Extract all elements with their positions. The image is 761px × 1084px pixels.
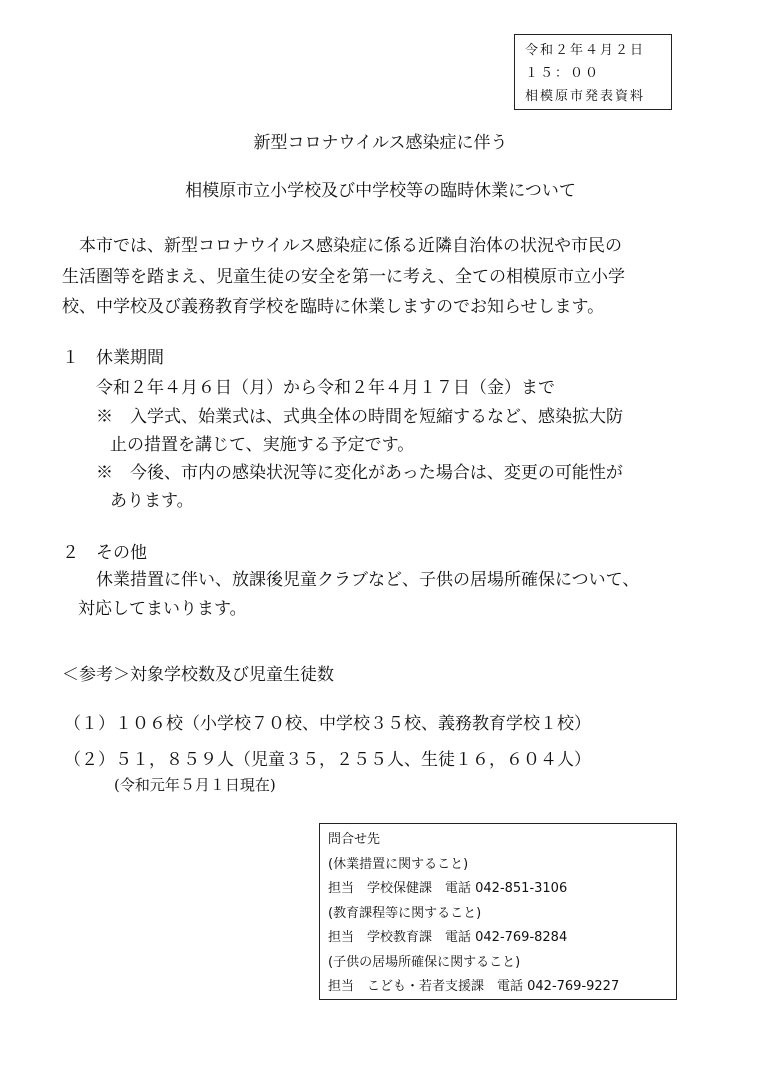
- contact-heading: 問合せ先: [328, 832, 381, 847]
- contact-person: 担当 学校教育課 電話 042-769-8284: [328, 930, 568, 945]
- reference-heading: ＜参考＞対象学校数及び児童生徒数: [62, 665, 334, 685]
- intro-line: 本市では、新型コロナウイルス感染症に係る近隣自治体の状況や市民の: [62, 236, 622, 256]
- section1-heading: １ 休業期間: [62, 348, 164, 368]
- contact-person: 担当 学校保健課 電話 042-851-3106: [328, 881, 568, 896]
- release-source: 相模原市発表資料: [525, 89, 646, 104]
- closure-period: 令和２年４月６日（月）から令和２年４月１７日（金）まで: [96, 378, 555, 398]
- contact-topic: (休業措置に関すること): [328, 856, 469, 872]
- release-date-box: [514, 34, 672, 110]
- contact-person: 担当 こども・若者支援課 電話 042-769-9227: [328, 979, 620, 994]
- section2-heading: ２ その他: [62, 543, 147, 563]
- note2-line1: ※ 今後、市内の感染状況等に変化があった場合は、変更の可能性が: [96, 463, 623, 483]
- contact-topic: (教育課程等に関すること): [328, 905, 482, 921]
- contact-topic: (子供の居場所確保に関すること): [328, 954, 521, 970]
- intro-line: 校、中学校及び義務教育学校を臨時に休業しますのでお知らせします。: [62, 297, 605, 317]
- document-title-line1: 新型コロナウイルス感染症に伴う: [253, 133, 508, 153]
- contact-box: [319, 823, 677, 1000]
- note1-line1: ※ 入学式、始業式は、式典全体の時間を短縮するなど、感染拡大防: [96, 407, 623, 427]
- reference-item-students: （２）５１，８５９人（児童３５，２５５人、生徒１６，６０４人）: [64, 750, 591, 770]
- release-date: 令和２年４月２日: [525, 43, 646, 58]
- document-title-line2: 相模原市立小学校及び中学校等の臨時休業について: [185, 181, 576, 201]
- section2-line1: 休業措置に伴い、放課後児童クラブなど、子供の居場所確保について、: [96, 570, 640, 590]
- section2-line2: 対応してまいります。: [78, 599, 247, 619]
- note2-line2: あります。: [110, 491, 194, 511]
- intro-line: 生活圏等を踏まえ、児童生徒の安全を第一に考え、全ての相模原市立小学: [62, 267, 626, 287]
- note1-line2: 止の措置を講じて、実施する予定です。: [110, 435, 415, 455]
- release-time: １５：００: [525, 66, 601, 81]
- reference-item-schools: （１）１０６校（小学校７０校、中学校３５校、義務教育学校１校）: [64, 714, 591, 734]
- reference-as-of-date: (令和元年５月１日現在): [114, 776, 276, 794]
